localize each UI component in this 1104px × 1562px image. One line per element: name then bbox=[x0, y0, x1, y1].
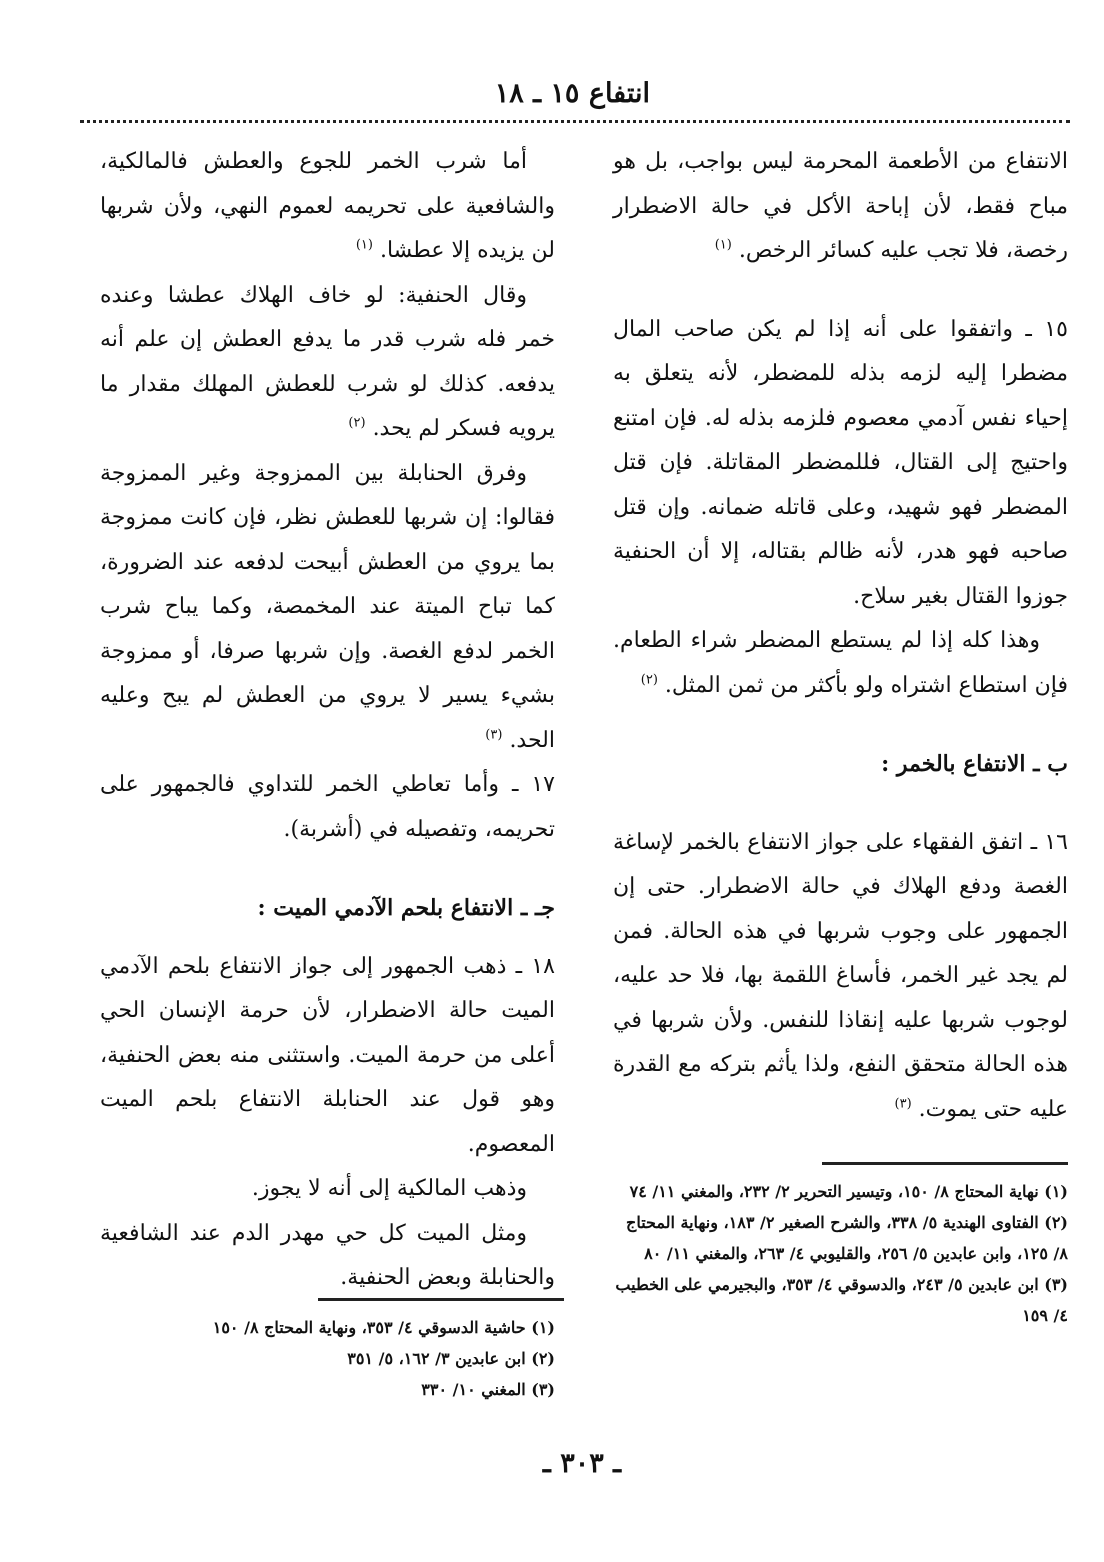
paragraph-c-text: وفرق الحنابلة بين الممزوجة وغير الممزوجة فقالوا: إن شربها للعطش نظر، فإن كانت ممزوجة بما يروي من العطش أبيحت لدفعه عند الضرورة، كما تباح الميتة عند المخمصة، وكما يباح شرب الخمر لدفع الغصة. وإن شربها صرفا، أو ممزوجة بشيء يسير لا يروي من العطش لم يبح وعليه الحد. bbox=[100, 460, 555, 753]
paragraph-15b bbox=[613, 619, 1068, 708]
footnote-ref: (٣) bbox=[894, 1096, 912, 1112]
section-heading-b: ب ـ الانتفاع بالخمر : bbox=[881, 751, 1068, 777]
footnotes-left bbox=[100, 1298, 555, 1405]
paragraph-b-text: وقال الحنفية: لو خاف الهلاك عطشا وعنده خمر فله شرب قدر ما يدفع العطش إن علم أنه يدفعه. كذلك لو شرب للعطش المهلك مقدار ما يرويه فسكر لم يحد. bbox=[100, 282, 555, 441]
paragraph-18b: وذهب المالكية إلى أنه لا يجوز. bbox=[251, 1176, 527, 1201]
paragraph-a bbox=[100, 140, 555, 274]
footnote-right-1: (١) نهاية المحتاج ٨/ ١٥٠، وتيسير التحرير ٢/ ٢٣٢، والمغني ١١/ ٧٤ bbox=[629, 1182, 1068, 1201]
right-intro-text: الانتفاع من الأطعمة المحرمة ليس بواجب، بل هو مباح فقط، لأن إباحة الأكل في حالة الاضطرار رخصة، فلا تجب عليه كسائر الرخص. bbox=[613, 149, 1068, 263]
footnote-right-3: (٣) ابن عابدين ٥/ ٢٤٣، والدسوقي ٤/ ٣٥٣، والبجيرمي على الخطيب ٤/ ١٥٩ bbox=[615, 1275, 1068, 1325]
right-intro-paragraph bbox=[613, 140, 1068, 274]
footnote-ref: (٢) bbox=[640, 672, 658, 688]
section-heading-c: جـ ـ الانتفاع بلحم الآدمي الميت : bbox=[257, 895, 555, 921]
spacer bbox=[613, 787, 1068, 821]
page-header bbox=[80, 74, 1070, 124]
page-number: ـ ٣٠٣ ـ bbox=[542, 1448, 622, 1479]
spacer bbox=[100, 931, 555, 945]
spacer bbox=[613, 274, 1068, 308]
paragraph-18c: ومثل الميت كل حي مهدر الدم عند الشافعية والحنابلة وبعض الحنفية. bbox=[100, 1220, 555, 1290]
paragraph-18: ١٨ ـ ذهب الجمهور إلى جواز الانتفاع بلحم الآدمي الميت حالة الاضطرار، لأن حرمة الإنسان الحي أعلى من حرمة الميت. واستثنى منه بعض الحنفية، وهو قول عند الحنابلة الانتفاع بلحم الميت المعصوم. bbox=[100, 953, 555, 1157]
header-title: انتفاع ١٥ ـ ١٨ bbox=[494, 78, 650, 109]
footnote-ref: (٢) bbox=[348, 415, 366, 431]
paragraph-c bbox=[100, 452, 555, 764]
footnote-left-1: (١) حاشية الدسوقي ٤/ ٣٥٣، ونهاية المحتاج ٨/ ١٥٠ bbox=[212, 1318, 555, 1337]
paragraph-15b-text: وهذا كله إذا لم يستطع المضطر شراء الطعام. فإن استطاع اشتراه ولو بأكثر من ثمن المثل. bbox=[613, 628, 1068, 698]
spacer bbox=[100, 852, 555, 886]
right-column bbox=[613, 140, 1068, 1132]
footnote-left-2: (٢) ابن عابدين ٣/ ١٦٢، ٥/ ٣٥١ bbox=[347, 1349, 555, 1368]
footnote-left-3: (٣) المغني ١٠/ ٣٣٠ bbox=[421, 1380, 555, 1399]
footnote-ref: (١) bbox=[714, 237, 732, 253]
footnote-ref: (١) bbox=[355, 237, 373, 253]
spacer bbox=[613, 708, 1068, 742]
footnote-ref: (٣) bbox=[485, 727, 503, 743]
paragraph-a-text: أما شرب الخمر للجوع والعطش فالمالكية، والشافعية على تحريمه لعموم النهي، ولأن شربها لن يزيده إلا عطشا. bbox=[100, 149, 555, 263]
header-dotted-rule bbox=[80, 120, 1070, 123]
paragraph-16-text: ١٦ ـ اتفق الفقهاء على جواز الانتفاع بالخمر لإساغة الغصة ودفع الهلاك في حالة الاضطرار. حتى إن الجمهور على وجوب شربها في هذه الحالة. فمن لم يجد غير الخمر، فأساغ اللقمة بها، فلا حد عليه، لوجوب شربها عليه إنقاذا للنفس. ولأن شربها في هذه الحالة متحقق النفع، ولذا يأثم بتركه مع القدرة عليه حتى يموت. bbox=[613, 829, 1068, 1122]
paragraph-b bbox=[100, 274, 555, 452]
paragraph-16 bbox=[613, 821, 1068, 1133]
paragraph-15: ١٥ ـ واتفقوا على أنه إذا لم يكن صاحب المال مضطرا إليه لزمه بذله للمضطر، لأنه يتعلق به إحياء نفس آدمي معصوم فلزمه بذله له. فإن امتنع واحتيج إلى القتال، فللمضطر المقاتلة. فإن قتل المضطر فهو شهيد، وعلى قاتله ضمانه. وإن قتل صاحبه فهو هدر، لأنه ظالم بقتاله، إلا أن الحنفية جوزوا القتال بغير سلاح. bbox=[613, 316, 1068, 609]
left-column bbox=[100, 140, 555, 1301]
footnote-right-2: (٢) الفتاوى الهندية ٥/ ٣٣٨، والشرح الصغير ٢/ ١٨٣، ونهاية المحتاج ٨/ ١٢٥، وابن عابدين ٥/ ٢٥٦، والقليوبي ٤/ ٢٦٣، والمغني ١١/ ٨٠ bbox=[626, 1213, 1068, 1263]
paragraph-17: ١٧ ـ وأما تعاطي الخمر للتداوي فالجمهور على تحريمه، وتفصيله في (أشربة). bbox=[100, 772, 555, 842]
footnotes-right bbox=[613, 1162, 1068, 1331]
